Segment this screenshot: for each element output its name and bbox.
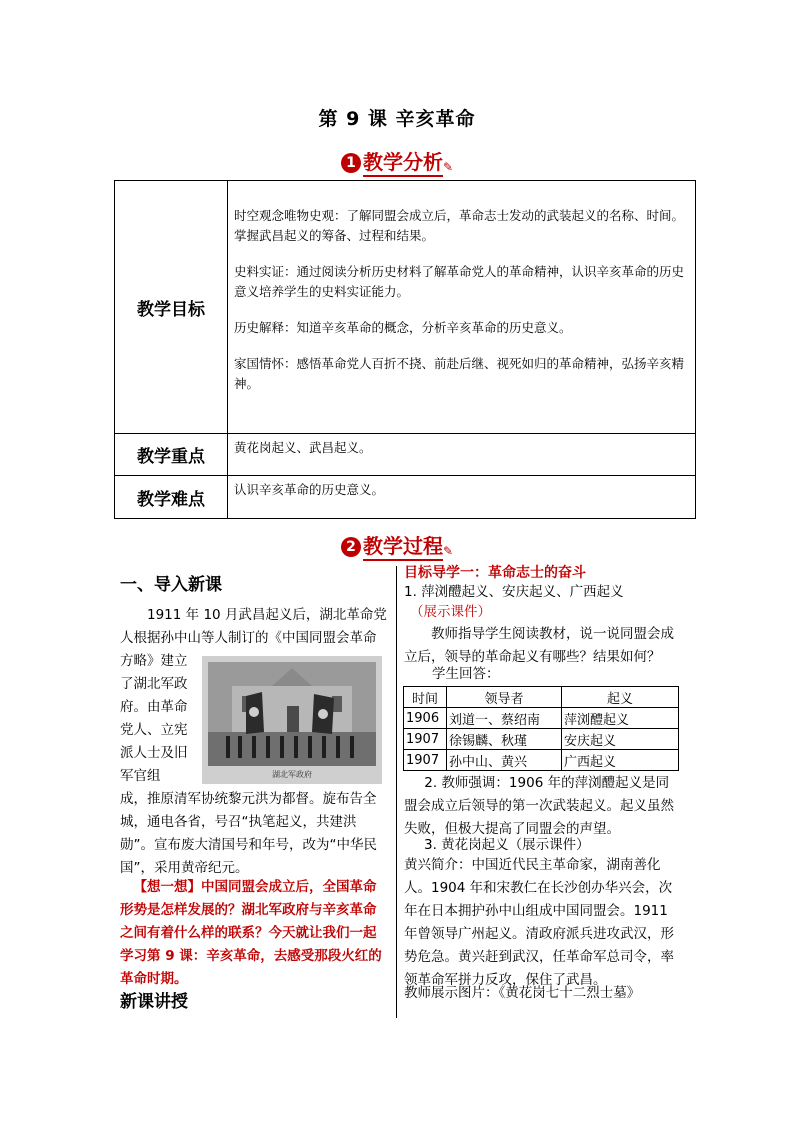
table-cell: 刘道一、蔡绍南 xyxy=(447,708,562,729)
teacher-emphasis: 2. 教师强调：1906 年的萍浏醴起义是同盟会成立后领导的第一次武装起义。起义虽然失败，但极大提高了同盟会的声望。 xyxy=(404,775,674,837)
table-cell: 萍浏醴起义 xyxy=(562,708,679,729)
column-divider xyxy=(396,566,397,1018)
table-cell: 徐锡麟、秋瑾 xyxy=(447,729,562,750)
table-cell: 1906 xyxy=(404,708,447,729)
intro-paragraph-wrap: 了湖北军政府。由革命党人、立宪派人士及旧军官组 xyxy=(120,676,188,784)
new-lesson-heading: 新课讲授 xyxy=(120,992,188,1012)
section-number-badge: 2 xyxy=(341,537,361,557)
objective-paragraph: 历史解释：知道辛亥革命的概念，分析辛亥革命的历史意义。 xyxy=(234,320,572,335)
intro-heading: 一、导入新课 xyxy=(120,575,222,595)
teacher-show-image: 教师展示图片：《黄花岗七十二烈士墓》 xyxy=(404,985,641,1001)
uprisings-table xyxy=(403,686,679,771)
table-row xyxy=(404,708,679,729)
quill-icon: ✎ xyxy=(442,544,454,558)
photo-illustration xyxy=(202,656,382,784)
intro-paragraph-end: 成，推原清军协统黎元洪为都督。旋布告全城，通电各省，号召“执笔起义，共建洪勋”。宣布废大清国号和年号，改为“中华民国”，采用黄帝纪元。 xyxy=(120,791,377,876)
table-row xyxy=(404,729,679,750)
section-teaching-analysis xyxy=(0,146,794,175)
table-header: 起义 xyxy=(562,687,679,708)
table-cell: 孙中山、黄兴 xyxy=(447,750,562,771)
difficulty-content: 认识辛亥革命的历史意义。 xyxy=(228,476,696,519)
item1-title: 1. 萍浏醴起义、安庆起义、广西起义 xyxy=(404,584,624,600)
table-header: 时间 xyxy=(404,687,447,708)
table-cell: 1907 xyxy=(404,729,447,750)
show-courseware-label: （展示课件） xyxy=(410,604,491,620)
section-number-badge: 1 xyxy=(341,153,361,173)
difficulty-label: 教学难点 xyxy=(115,476,228,519)
objective-paragraph: 家国情怀：感悟革命党人百折不挠、前赴后继、视死如归的革命精神，弘扬辛亥精神。 xyxy=(234,356,685,391)
hubei-military-government-photo xyxy=(202,656,382,784)
table-header: 领导者 xyxy=(447,687,562,708)
table-cell: 安庆起义 xyxy=(562,729,679,750)
section-label: 教学过程 xyxy=(363,534,443,561)
lesson-title: 第 9 课 辛亥革命 xyxy=(318,108,476,130)
teacher-prompt: 教师指导学生阅读教材，说一说同盟会成立后，领导的革命起义有哪些？结果如何？ xyxy=(404,626,674,665)
objective-content xyxy=(228,181,696,434)
students-answer-label: 学生回答： xyxy=(432,666,500,682)
quill-icon: ✎ xyxy=(442,160,454,174)
intro-paragraph-start: 1911 年 10 月武昌起义后，湖北革命党人根据孙中山等人制订的《中国同盟会革命方略》建立 xyxy=(120,607,387,669)
section-label: 教学分析 xyxy=(363,150,443,177)
key-point-label: 教学重点 xyxy=(115,434,228,476)
objectives-table xyxy=(114,180,696,519)
objective-paragraph: 史料实证：通过阅读分析历史材料了解革命党人的革命精神，认识辛亥革命的历史意义培养学生的史料实证能力。 xyxy=(234,264,685,299)
huangxing-bio: 黄兴简介：中国近代民主革命家，湖南善化人。1904 年和宋教仁在长沙创办华兴会，次年在日本拥护孙中山组成中国同盟会。1911 年曾领导广州起义。清政府派兵进攻武汉，形势危急。黄兴赶到武汉，任革命军总司令，率领革命军拼力反攻，保住了武昌。 xyxy=(404,857,674,988)
table-cell: 广西起义 xyxy=(562,750,679,771)
goal-heading: 目标导学一：革命志士的奋斗 xyxy=(404,565,586,581)
table-cell: 1907 xyxy=(404,750,447,771)
photo-caption: 湖北军政府 xyxy=(272,770,312,779)
table-row xyxy=(404,750,679,771)
section-teaching-process xyxy=(0,530,794,559)
objective-label: 教学目标 xyxy=(115,181,228,434)
objective-paragraph: 时空观念唯物史观：了解同盟会成立后，革命志士发动的武装起义的名称、时间。掌握武昌起义的筹备、过程和结果。 xyxy=(234,208,685,243)
key-point-content: 黄花岗起义、武昌起义。 xyxy=(228,434,696,476)
item3-title: 3. 黄花岗起义（展示课件） xyxy=(424,837,590,853)
think-prompt: 【想一想】中国同盟会成立后，全国革命形势是怎样发展的？湖北军政府与辛亥革命之间有着什么样的联系？今天就让我们一起学习第 9 课：辛亥革命，去感受那段火红的革命时期。 xyxy=(120,879,382,987)
